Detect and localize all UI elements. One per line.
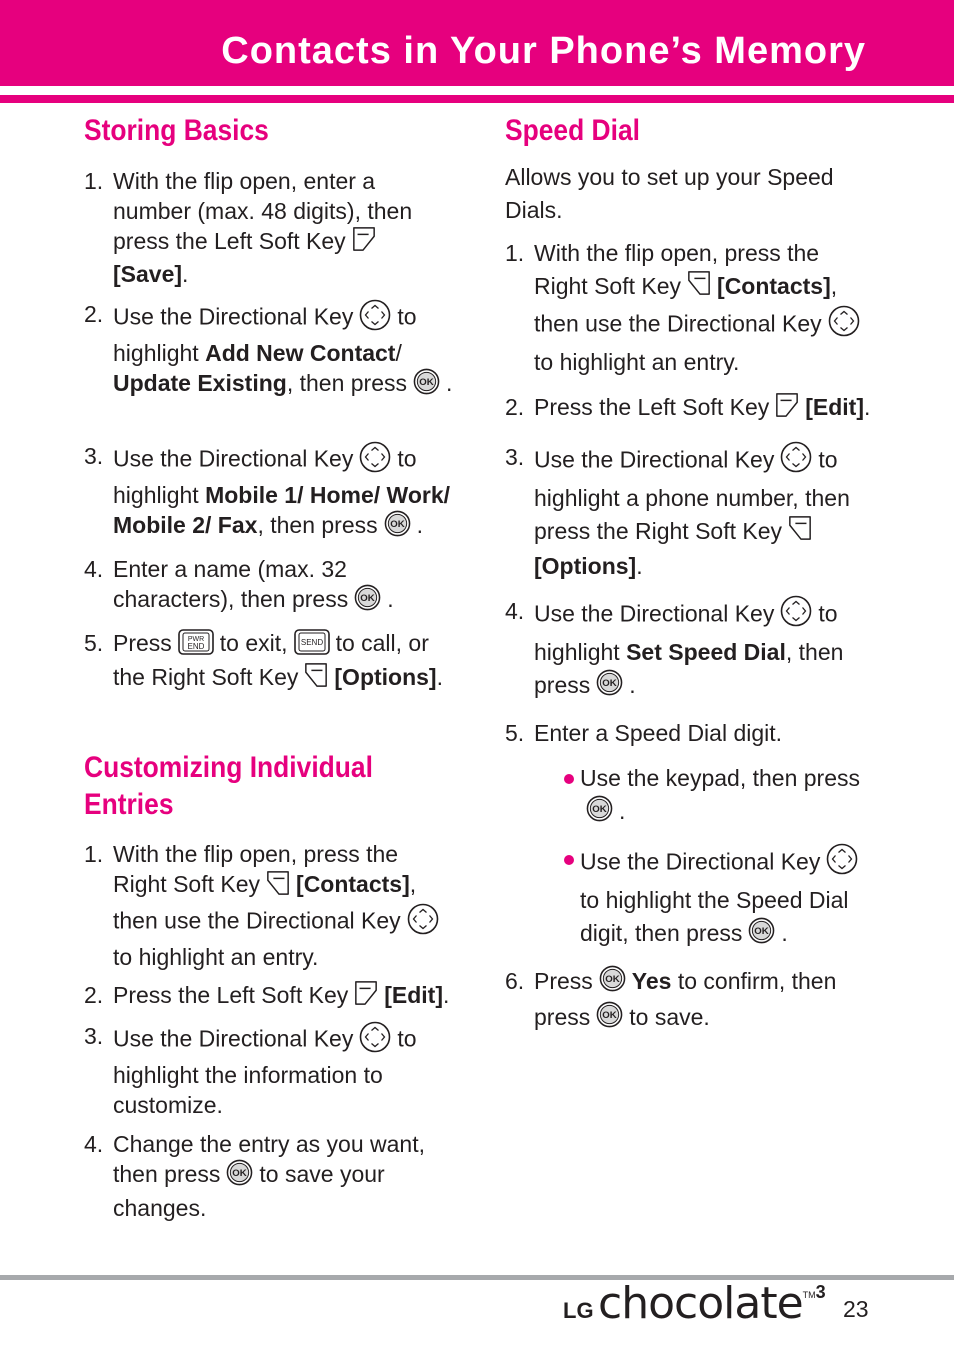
page-header — [0, 0, 954, 86]
left-soft-key-icon — [352, 226, 376, 259]
directional-key-icon — [828, 305, 860, 346]
right-soft-key-icon — [687, 270, 711, 305]
directional-key-icon — [359, 441, 391, 480]
speed-step-5-options — [534, 762, 877, 953]
storing-basics-title: Storing Basics — [84, 114, 269, 147]
ok-key-icon — [596, 669, 623, 705]
storing-basics-steps — [84, 166, 456, 695]
ok-key-icon — [384, 510, 411, 544]
customizing-step-1: 1. With the flip open, press the Right Soft Key [Contacts], then use the Directional Keyto highlight an entry. — [84, 839, 456, 971]
storing-step-5: 5. Press PWR END to exit, SEND to call, or the Right Soft Key [Options]. — [84, 628, 456, 695]
right-soft-key-icon — [266, 870, 290, 903]
right-soft-key-icon — [304, 662, 328, 695]
end-key-icon — [178, 629, 214, 662]
speed-dial-title: Speed Dial — [505, 114, 640, 147]
ok-key-icon — [599, 965, 626, 1001]
customizing-entries-title: Customizing Individual Entries — [84, 751, 373, 822]
storing-step-4: 4. Enter a name (max. 32 characters), then press . — [84, 554, 456, 618]
directional-key-icon — [780, 595, 812, 636]
customizing-step-3: 3. Use the Directional Key to highlight the information to customize. — [84, 1023, 417, 1119]
speed-step-5: 5. Enter a Speed Dial digit. Use the keypad, then press . Use the Directional Keyto highlight the Speed Dial digit, then press . — [505, 717, 877, 953]
ok-key-icon — [748, 917, 775, 953]
speed-step-6: 6. Press Yes to confirm, then press to save. — [505, 965, 877, 1037]
storing-step-1: 1. With the flip open, enter a number (max. 48 digits), then press the Left Soft Key[Save]. — [84, 168, 413, 288]
directional-key-icon — [407, 903, 439, 942]
page-title: Contacts in Your Phone’s Memory — [221, 30, 866, 72]
speed-dial-steps — [505, 237, 877, 1037]
header-divider — [0, 95, 954, 103]
ok-key-icon — [586, 795, 613, 831]
directional-key-icon — [359, 1021, 391, 1060]
storing-step-3: 3. Use the Directional Key to highlight Mobile 1/ Home/ Work/ Mobile 2/ Fax, then press . — [84, 441, 456, 544]
speed-option-directional: Use the Directional Keyto highlight the Speed Dial digit, then press . — [562, 843, 877, 953]
ok-key-icon — [596, 1001, 623, 1037]
speed-option-keypad: Use the keypad, then press . — [562, 762, 877, 831]
left-soft-key-icon — [775, 392, 799, 427]
directional-key-icon — [780, 441, 812, 482]
ok-key-icon — [354, 584, 381, 618]
speed-step-3: 3. Use the Directional Key to highlight a phone number, then press the Right Soft Key[Options]. — [505, 441, 877, 583]
customizing-step-4: 4. Change the entry as you want, then press to save your changes. — [84, 1131, 425, 1222]
speed-dial-intro: Allows you to set up your Speed Dials. — [505, 164, 834, 223]
speed-step-4: 4. Use the Directional Key to highlight Set Speed Dial, then press . — [505, 595, 877, 705]
speed-step-2: 2. Press the Left Soft Key [Edit]. — [505, 391, 877, 426]
left-column — [84, 112, 456, 1223]
right-column — [505, 112, 877, 1037]
directional-key-icon — [359, 299, 391, 338]
svg-text:END: END — [187, 641, 205, 651]
right-soft-key-icon — [788, 515, 812, 550]
svg-text:PWR: PWR — [187, 635, 204, 643]
brand-logo: LG chocolate™3 — [563, 1278, 826, 1329]
ok-key-icon — [413, 368, 440, 402]
page-number: 23 — [843, 1296, 869, 1322]
svg-text:SEND: SEND — [300, 637, 323, 647]
directional-key-icon — [826, 843, 858, 884]
speed-step-1: 1. With the flip open, press the Right Soft Key [Contacts], then use the Directional Keyto highlight an entry. — [505, 237, 877, 379]
left-soft-key-icon — [354, 980, 378, 1013]
customizing-step-2: 2. Press the Left Soft Key [Edit]. — [84, 980, 456, 1013]
customizing-steps — [84, 839, 456, 1223]
ok-key-icon — [226, 1159, 253, 1193]
send-key-icon — [294, 629, 330, 662]
storing-step-2: 2. Use the Directional Key to highlight Add New Contact/ Update Existing, then press . — [84, 299, 456, 402]
